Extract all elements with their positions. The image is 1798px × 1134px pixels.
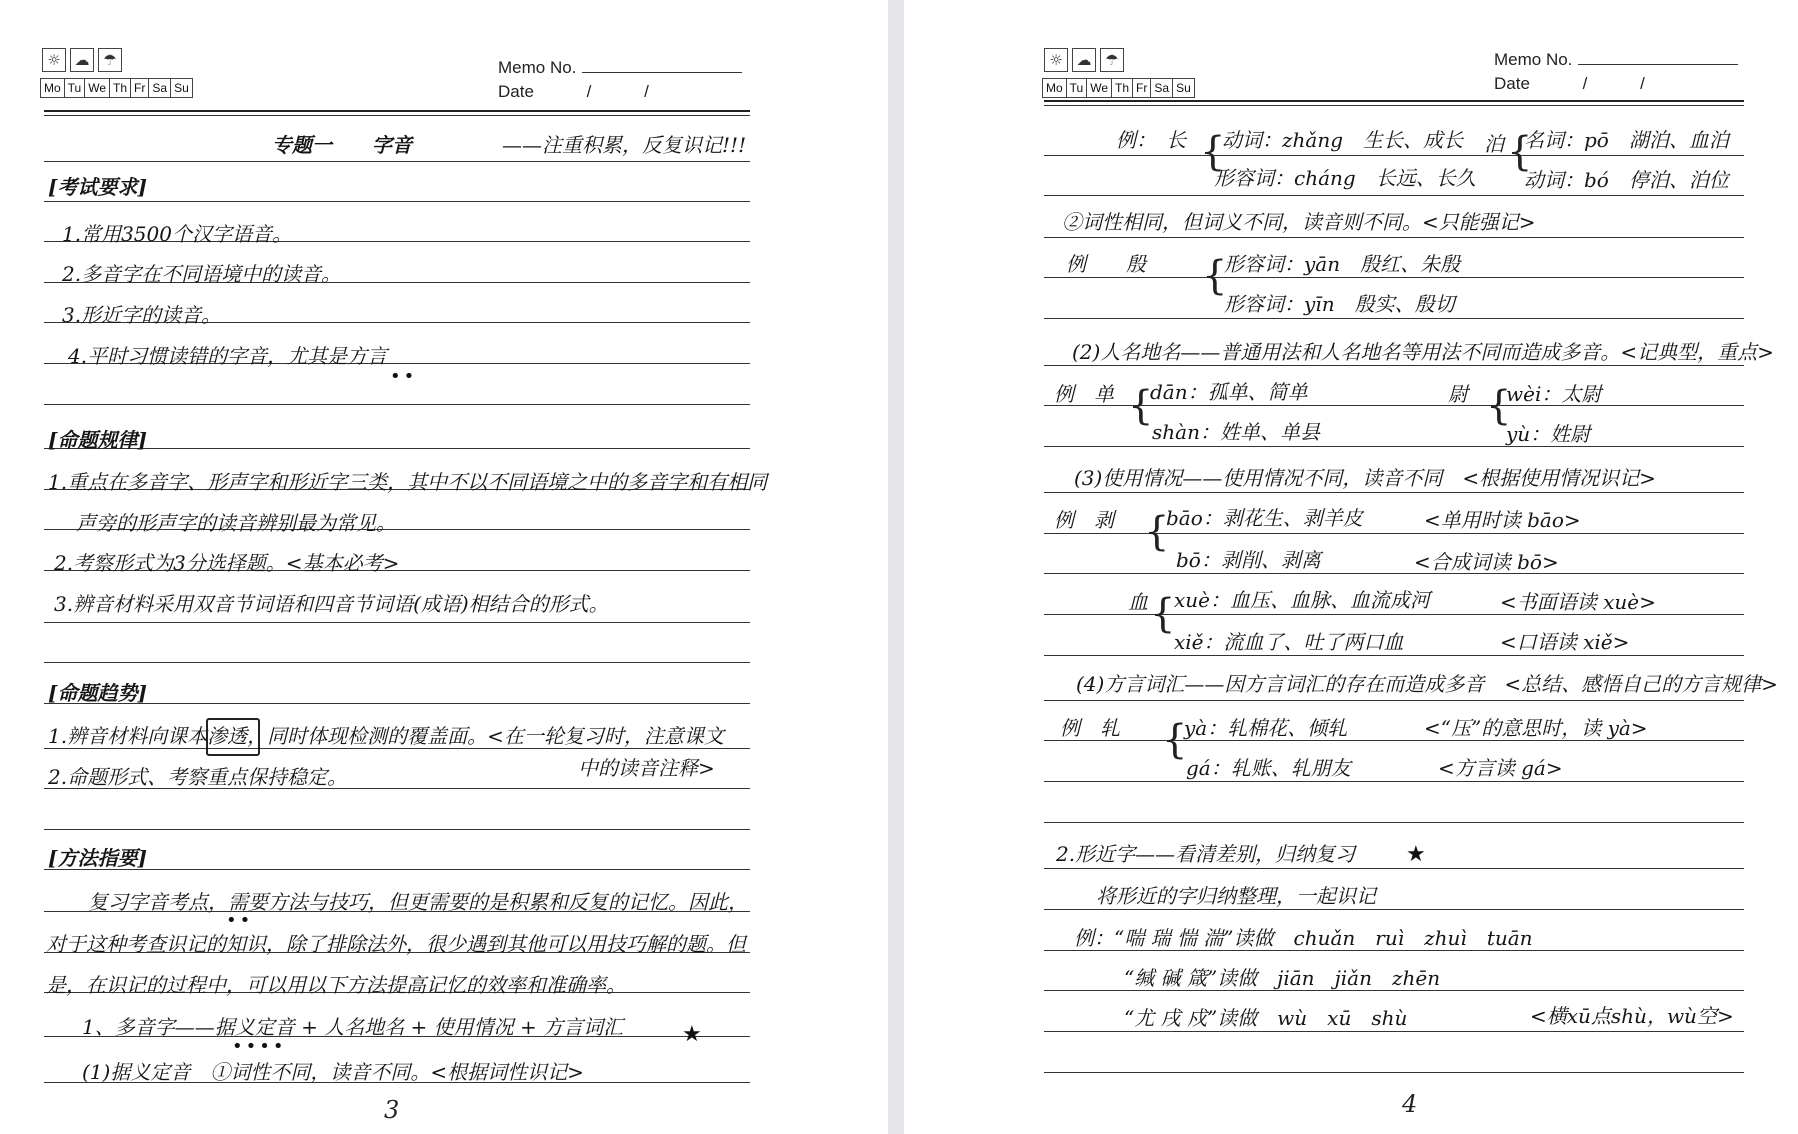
day-we: We: [1087, 78, 1112, 98]
weather-icons: [42, 48, 122, 72]
day-mo: Mo: [40, 78, 65, 98]
section-line: (4)方言词汇——因方言词汇的存在而造成多音 <总结、感悟自己的方言规律>: [1076, 672, 1778, 696]
brace: {: [1162, 717, 1188, 763]
brace: {: [1507, 129, 1533, 175]
reading-line: wèi：太尉: [1506, 382, 1602, 406]
cloud-icon: ☁: [70, 48, 94, 72]
reading-line: shàn：姓单、单县: [1152, 420, 1320, 444]
brace: {: [1128, 383, 1154, 429]
reading-line: 动词：zhǎng 生长、成长: [1222, 128, 1464, 152]
date-field: [1494, 74, 1645, 94]
example-label: 例 单: [1054, 382, 1114, 406]
date-label: Date: [498, 82, 534, 101]
rule-item: 1.重点在多音字、形声字和形近字三类，其中不以不同语境之中的多音字和有相同: [48, 470, 768, 494]
example-char: 血: [1128, 590, 1148, 614]
example-char: 尉: [1448, 382, 1468, 406]
day-th: Th: [1112, 78, 1133, 98]
star-icon: ★: [682, 1022, 702, 1047]
trend-item: 2.命题形式、考察重点保持稳定。: [48, 765, 348, 789]
usage-note: <“压”的意思时，读 yà>: [1424, 716, 1648, 740]
rain-icon: ☂: [98, 48, 122, 72]
date-field: [498, 82, 649, 102]
reading-line: 动词：bó 停泊、泊位: [1524, 168, 1729, 192]
example-char: 泊: [1484, 132, 1504, 156]
date-slash-1: /: [586, 82, 592, 101]
section-heading-method: [方法指要]: [48, 846, 147, 870]
reading-line: yà：轧棉花、倾轧: [1184, 716, 1348, 740]
emphasis-dots: ••: [390, 366, 418, 387]
emphasis-dots: ••••: [232, 1036, 287, 1057]
header-rule-2: [1044, 105, 1744, 106]
section-heading-requirements: [考试要求]: [48, 175, 147, 199]
date-label: Date: [1494, 74, 1530, 93]
reading-line: xiě：流血了、吐了两口血: [1174, 630, 1404, 654]
method-heading: 1、多音字——据义定音 + 人名地名 + 使用情况 + 方言词汇: [82, 1015, 624, 1039]
memo-no: [498, 58, 742, 78]
example-line: “缄 碱 箴”读做 jiān jiǎn zhēn: [1124, 966, 1441, 990]
day-su: Su: [1173, 78, 1195, 98]
day-fr: Fr: [1133, 78, 1151, 98]
requirement-item: 1.常用3500个汉字语音。: [62, 222, 292, 246]
example-label: 例 剥: [1054, 508, 1114, 532]
cloud-icon: ☁: [1072, 48, 1096, 72]
notebook-page-left: [0, 0, 888, 1134]
method-paragraph-line: 是，在识记的过程中，可以用以下方法提高记忆的效率和准确率。: [46, 973, 626, 997]
method-subheading: (1)据义定音 ①词性不同，读音不同。<根据词性识记>: [82, 1060, 584, 1084]
reading-line: gá：轧账、轧朋友: [1186, 756, 1351, 780]
page-number: 4: [1402, 1090, 1418, 1118]
reading-line: bō：剥削、剥离: [1176, 548, 1321, 572]
usage-note: <口语读 xiě>: [1500, 630, 1630, 654]
section-line: 2.形近字——看清差别，归纳复习: [1056, 842, 1356, 866]
reading-line: 形容词：cháng 长远、长久: [1214, 166, 1476, 190]
day-we: We: [85, 78, 110, 98]
brace: {: [1202, 253, 1228, 299]
usage-note: <横xū点shù，wù空>: [1530, 1004, 1734, 1028]
reading-line: dān：孤单、简单: [1150, 380, 1308, 404]
requirement-item: 3.形近字的读音。: [62, 303, 222, 327]
day-su: Su: [171, 78, 193, 98]
rain-icon: ☂: [1100, 48, 1124, 72]
trend-item: 1.辨音材料向课本渗透，同时体现检测的覆盖面。<在一轮复习时，注意课文: [48, 724, 724, 748]
memo-label: Memo No.: [1494, 50, 1573, 69]
brace: {: [1486, 383, 1512, 429]
title-note: ——注重积累，反复识记!!!: [502, 133, 747, 157]
header-rule-2: [44, 115, 750, 116]
usage-note: <合成词读 bō>: [1414, 550, 1559, 574]
sun-icon: ☼: [42, 48, 66, 72]
reading-line: yù：姓尉: [1506, 422, 1591, 446]
header-rule: [44, 110, 750, 112]
reading-line: 名词：pō 湖泊、血泊: [1524, 128, 1729, 152]
day-tu: Tu: [65, 78, 86, 98]
day-sa: Sa: [149, 78, 171, 98]
method-paragraph-line: 对于这种考查识记的知识，除了排除法外，很少遇到其他可以用技巧解的题。但: [46, 932, 746, 956]
sun-icon: ☼: [1044, 48, 1068, 72]
trend-note: 中的读音注释>: [578, 756, 715, 780]
notebook-page-right: [904, 0, 1798, 1134]
header-rule: [1044, 100, 1744, 102]
rule-item: 声旁的形声字的读音辨别最为常见。: [76, 511, 396, 535]
day-fr: Fr: [131, 78, 149, 98]
page-title: 专题一 字音: [272, 133, 412, 157]
day-tu: Tu: [1067, 78, 1088, 98]
reading-line: 形容词：yīn 殷实、殷切: [1224, 292, 1455, 316]
page-number: 3: [384, 1096, 400, 1124]
example-label: 例： 长: [1116, 128, 1186, 152]
day-th: Th: [110, 78, 131, 98]
emphasis-dots: ••: [226, 910, 254, 931]
weather-icons: [1044, 48, 1124, 72]
requirement-item: 4.平时习惯读错的字音，尤其是方言: [68, 344, 388, 368]
rule-item: 2.考察形式为3分选择题。<基本必考>: [54, 551, 400, 575]
highlight-box: [206, 718, 260, 756]
example-line: 例：“喘 瑞 惴 湍”读做 chuǎn ruì zhuì tuān: [1074, 926, 1533, 950]
date-slash-2: /: [644, 82, 649, 101]
day-mo: Mo: [1042, 78, 1067, 98]
date-slash-1: /: [1582, 74, 1588, 93]
usage-note: <书面语读 xuè>: [1500, 590, 1656, 614]
reading-line: 形容词：yān 殷红、朱殷: [1224, 252, 1461, 276]
usage-note: <单用时读 bāo>: [1424, 508, 1581, 532]
section-heading-trend: [命题趋势]: [48, 681, 147, 705]
section-line: 将形近的字归纳整理，一起识记: [1096, 884, 1376, 908]
memo-no: [1494, 50, 1738, 70]
brace: {: [1144, 509, 1170, 555]
memo-label: Memo No.: [498, 58, 577, 77]
example-label: 例 殷: [1066, 252, 1146, 276]
star-icon: ★: [1406, 842, 1426, 867]
weekday-row: [1042, 78, 1195, 98]
section-line: (3)使用情况——使用情况不同，读音不同 <根据使用情况识记>: [1074, 466, 1656, 490]
requirement-item: 2.多音字在不同语境中的读音。: [62, 262, 342, 286]
example-label: 例 轧: [1060, 716, 1120, 740]
example-line: “尤 戌 戍”读做 wù xū shù: [1124, 1006, 1408, 1030]
section-heading-rules: [命题规律]: [48, 428, 147, 452]
method-paragraph-line: 复习字音考点，需要方法与技巧，但更需要的是积累和反复的记忆。因此，: [88, 890, 748, 914]
rule-line: ②词性相同，但词义不同，读音则不同。<只能强记>: [1062, 210, 1536, 234]
brace: {: [1200, 129, 1226, 175]
weekday-row: [40, 78, 193, 98]
section-line: (2)人名地名——普通用法和人名地名等用法不同而造成多音。<记典型，重点>: [1072, 340, 1774, 364]
day-sa: Sa: [1151, 78, 1173, 98]
rule-item: 3.辨音材料采用双音节词语和四音节词语(成语)相结合的形式。: [54, 592, 609, 616]
reading-line: bāo：剥花生、剥羊皮: [1166, 506, 1363, 530]
date-slash-2: /: [1640, 74, 1645, 93]
usage-note: <方言读 gá>: [1438, 756, 1563, 780]
reading-line: xuè：血压、血脉、血流成河: [1174, 588, 1430, 612]
brace: {: [1150, 591, 1176, 637]
